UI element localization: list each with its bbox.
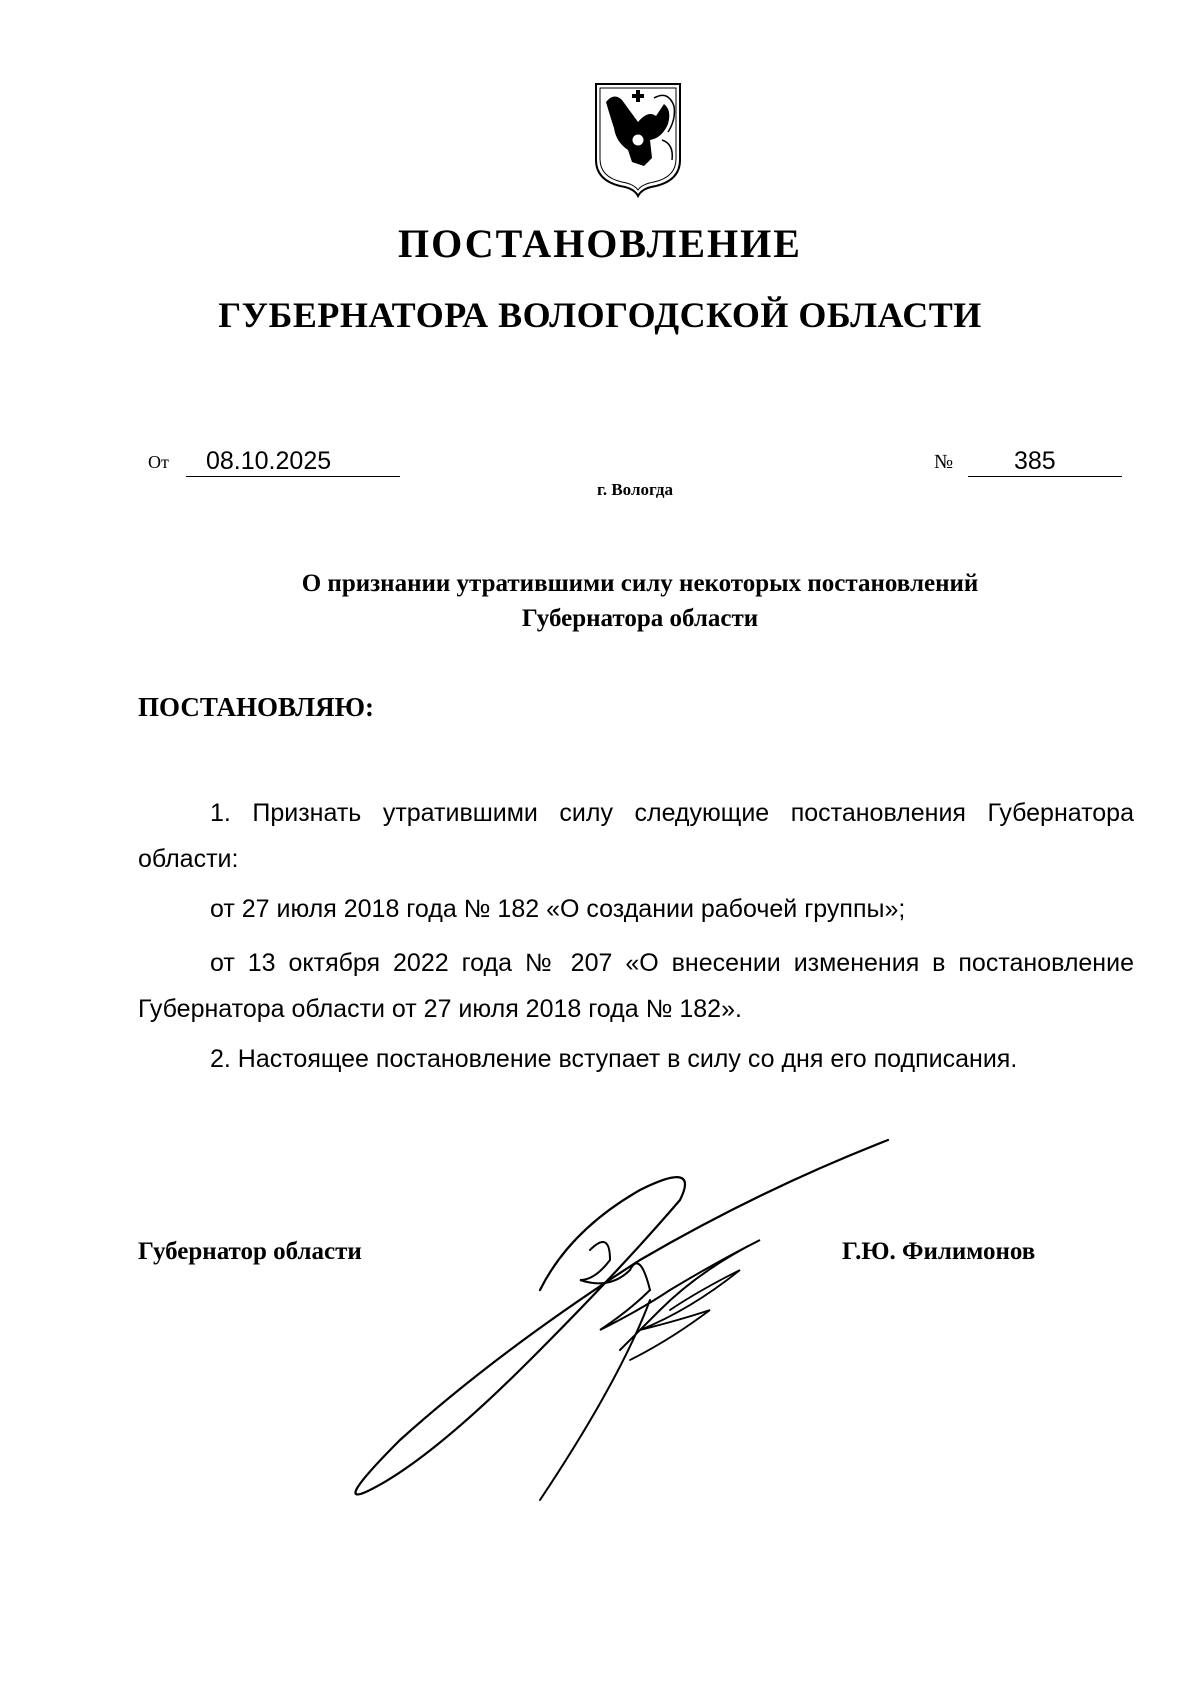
document-title: ПОСТАНОВЛЕНИЕ xyxy=(398,221,802,266)
coat-of-arms-icon xyxy=(592,80,684,198)
decree-keyword: ПОСТАНОВЛЯЮ: xyxy=(138,692,374,722)
document-subject xyxy=(200,566,1080,636)
subject-line: Губернатора области xyxy=(521,605,759,632)
body-paragraph: от 27 июля 2018 года № 182 «О создании рабочей группы»; xyxy=(210,895,906,923)
document-issuer: ГУБЕРНАТОРА ВОЛОГОДСКОЙ ОБЛАСТИ xyxy=(218,295,982,335)
body-paragraph: 2. Настоящее постановление вступает в силу со дня его подписания. xyxy=(210,1045,1018,1073)
body-paragraph: от 13 октября 2022 года № 207 «О внесении изменения в постановление Губернатора области от 27 июля 2018 года № 182». xyxy=(138,949,1134,1023)
date-label: От xyxy=(148,452,169,472)
document-number: 385 xyxy=(968,446,1122,477)
signatory-name: Г.Ю. Филимонов xyxy=(842,1238,1036,1265)
number-label: № xyxy=(934,451,954,473)
city-name: г. Вологда xyxy=(597,480,673,499)
signatory-position: Губернатор области xyxy=(138,1238,362,1265)
document-date: 08.10.2025 xyxy=(186,446,400,477)
subject-line: О признании утратившими силу некоторых постановлений xyxy=(301,570,979,597)
handwritten-signature-icon xyxy=(340,1120,900,1520)
body-paragraph: 1. Признать утратившими силу следующие постановления Губернатора области: xyxy=(138,799,1134,873)
